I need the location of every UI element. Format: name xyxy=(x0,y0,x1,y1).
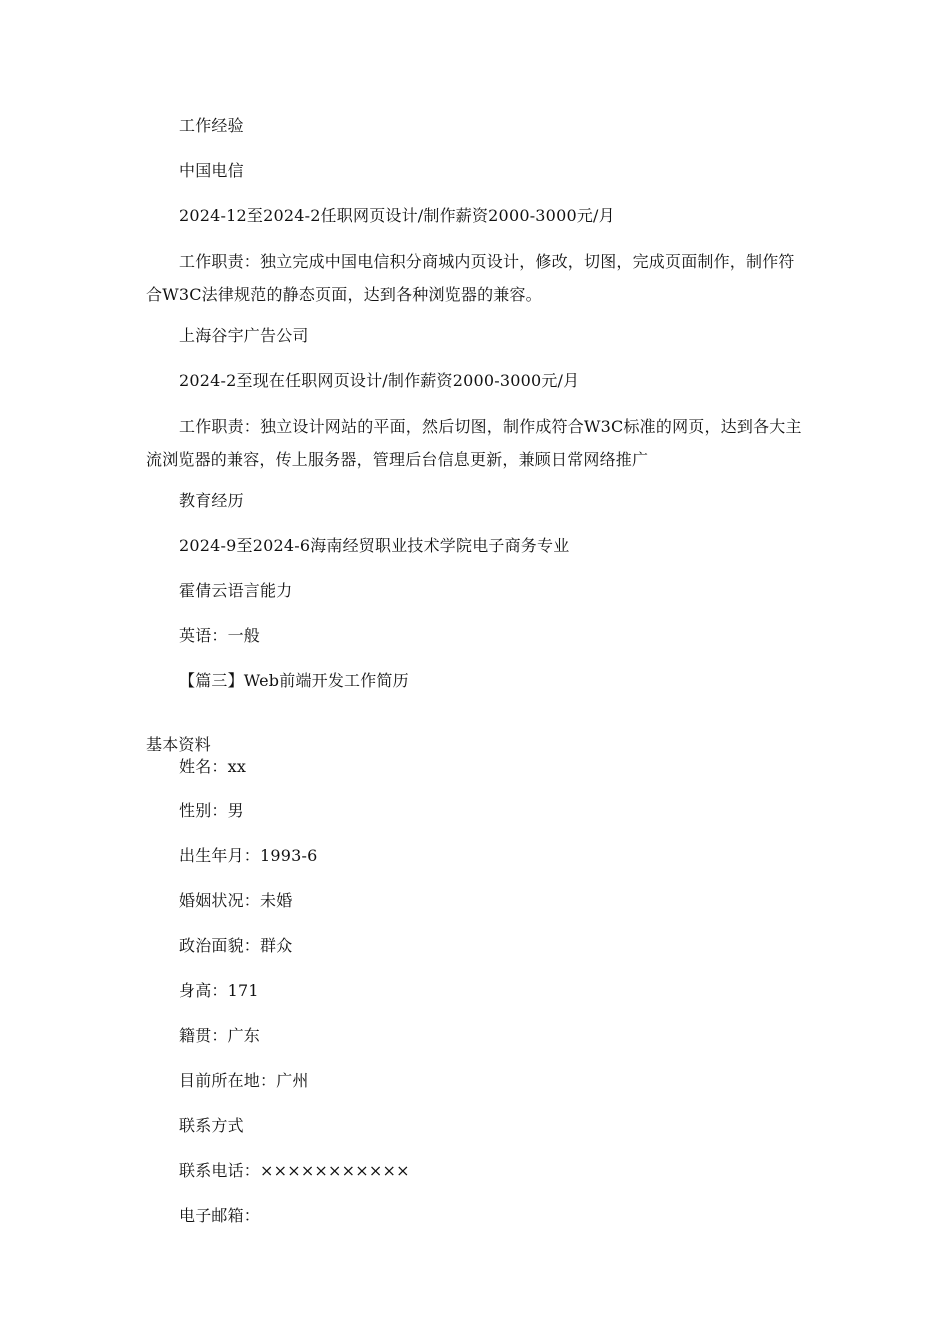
info-political-status: 政治面貌：群众 xyxy=(179,936,293,955)
info-birth-date: 出生年月：1993-6 xyxy=(179,846,318,865)
company-name: 中国电信 xyxy=(179,161,244,180)
job-period: 2024-2至现在任职网页设计/制作薪资2000-3000元/月 xyxy=(179,371,580,390)
contact-phone: 联系电话：××××××××××× xyxy=(179,1161,410,1180)
section-heading-language: 霍倩云语言能力 xyxy=(179,581,293,600)
article-heading: 【篇三】Web前端开发工作简历 xyxy=(179,671,409,690)
info-current-location: 目前所在地：广州 xyxy=(179,1071,309,1090)
info-marital-status: 婚姻状况：未婚 xyxy=(179,891,293,910)
section-heading-contact: 联系方式 xyxy=(179,1116,244,1135)
job-duties-paragraph: 工作职责：独立完成中国电信积分商城内页设计，修改，切图，完成页面制作，制作符合W3C法律规范的静态页面，达到各种浏览器的兼容。 xyxy=(146,252,795,304)
section-heading-basic-info: 基本资料 xyxy=(146,735,211,754)
company-name: 上海谷宇广告公司 xyxy=(179,326,309,345)
info-gender: 性别：男 xyxy=(179,801,244,820)
section-heading-work-experience: 工作经验 xyxy=(179,116,244,135)
contact-email: 电子邮箱： xyxy=(179,1206,261,1225)
language-entry: 英语：一般 xyxy=(179,626,261,645)
education-entry: 2024-9至2024-6海南经贸职业技术学院电子商务专业 xyxy=(179,536,570,555)
section-heading-education: 教育经历 xyxy=(179,491,244,510)
job-period: 2024-12至2024-2任职网页设计/制作薪资2000-3000元/月 xyxy=(179,206,615,225)
info-height: 身高：171 xyxy=(179,981,259,1000)
job-duties-paragraph: 工作职责：独立设计网站的平面，然后切图，制作成符合W3C标准的网页，达到各大主流浏览器的兼容，传上服务器，管理后台信息更新，兼顾日常网络推广 xyxy=(146,417,802,469)
info-name: 姓名：xx xyxy=(179,757,247,776)
info-native-place: 籍贯：广东 xyxy=(179,1026,261,1045)
